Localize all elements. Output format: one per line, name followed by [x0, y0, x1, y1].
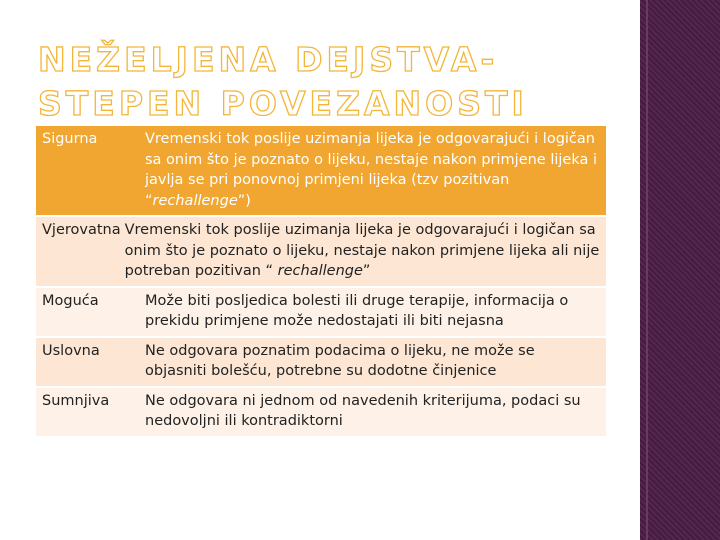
row-label: Sumnjiva [42, 392, 110, 409]
slide-title: NEŽELJENA DEJSTVA- STEPEN POVEZANOSTI [38, 40, 528, 123]
row-label: Vjerovatna [42, 222, 121, 238]
row-description: Ne odgovara poznatim podacima o lijeku, ne može se objasniti bolešću, potrebne su dodotne činjenice [145, 342, 535, 379]
table-row-uslovna [36, 338, 606, 386]
table-row-moguca [36, 288, 606, 336]
row-description: Ne odgovara ni jednom od navedenih kriterijuma, podaci su nedovoljni ili kontradiktorni [145, 392, 581, 429]
table-row-vjerovatna [36, 217, 606, 286]
row-description: Vremenski tok poslije uzimanja lijeka je odgovarajući i logičan sa onim što je poznato o lijeku, nestaje nakon primjene lijeka i javlja se pri ponovnoj primjeni lijeka (tzv pozitivan “rechallenge”) [145, 131, 598, 209]
table-row-sigurna [36, 126, 606, 215]
decorative-sidebar [640, 0, 720, 540]
row-label: Moguća [42, 292, 99, 309]
row-description: Vremenski tok poslije uzimanja lijeka je odgovarajući i logičan sa onim što je poznato o lijeku, nestaje nakon primjene lijeka ali nije potreban pozitivan “ rechallenge” [124, 222, 600, 279]
table-row-sumnjiva [36, 388, 606, 436]
row-description: Može biti posljedica bolesti ili druge terapije, informacija o prekidu primjene može nedostajati ili biti nejasna [145, 292, 569, 329]
causality-table [36, 126, 606, 438]
row-label: Uslovna [42, 342, 100, 359]
row-label: Sigurna [42, 131, 98, 147]
sidebar-accent-line [646, 0, 648, 540]
